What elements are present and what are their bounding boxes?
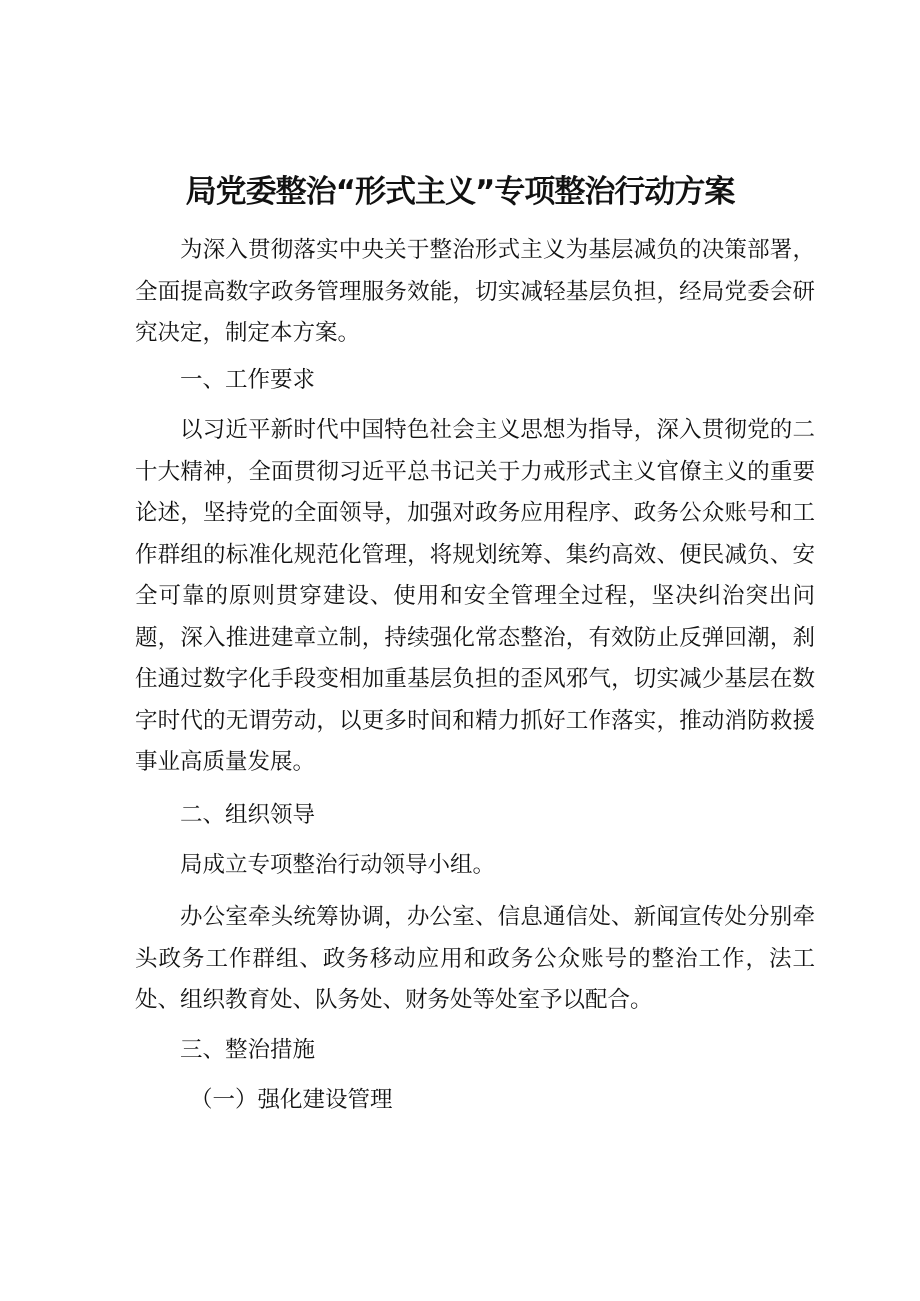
organization-paragraph-2: 办公室牵头统筹协调，办公室、信息通信处、新闻宣传处分别牵头政务工作群组、政务移动应用和政务公众账号的整治工作，法工处、组织教育处、队务处、财务处等处室予以配合。	[135, 904, 815, 1013]
organization-paragraph-1: 局成立专项整治行动领导小组。	[180, 852, 496, 878]
subsection-heading-construction-management: （一）强化建设管理	[190, 1087, 393, 1113]
document-title: 局党委整治“形式主义”专项整治行动方案	[185, 174, 735, 210]
section-heading-measures: 三、整治措施	[180, 1037, 316, 1063]
section-heading-work-requirements: 一、工作要求	[180, 367, 316, 393]
intro-paragraph: 为深入贯彻落实中央关于整治形式主义为基层减负的决策部署，全面提高数字政务管理服务效能，切实减轻基层负担，经局党委会研究决定，制定本方案。	[135, 237, 815, 346]
work-requirements-paragraph: 以习近平新时代中国特色社会主义思想为指导，深入贯彻党的二十大精神，全面贯彻习近平总书记关于力戒形式主义官僚主义的重要论述，坚持党的全面领导，加强对政务应用程序、政务公众账号和工作群组的标准化规范化管理，将规划统筹、集约高效、便民减负、安全可靠的原则贯穿建设、使用和安全管理全过程，坚决纠治突出问题，深入推进建章立制，持续强化常态整治，有效防止反弹回潮，刹住通过数字化手段变相加重基层负担的歪风邪气，切实减少基层在数字时代的无谓劳动，以更多时间和精力抓好工作落实，推动消防救援事业高质量发展。	[135, 417, 815, 775]
section-heading-organization: 二、组织领导	[180, 802, 316, 828]
